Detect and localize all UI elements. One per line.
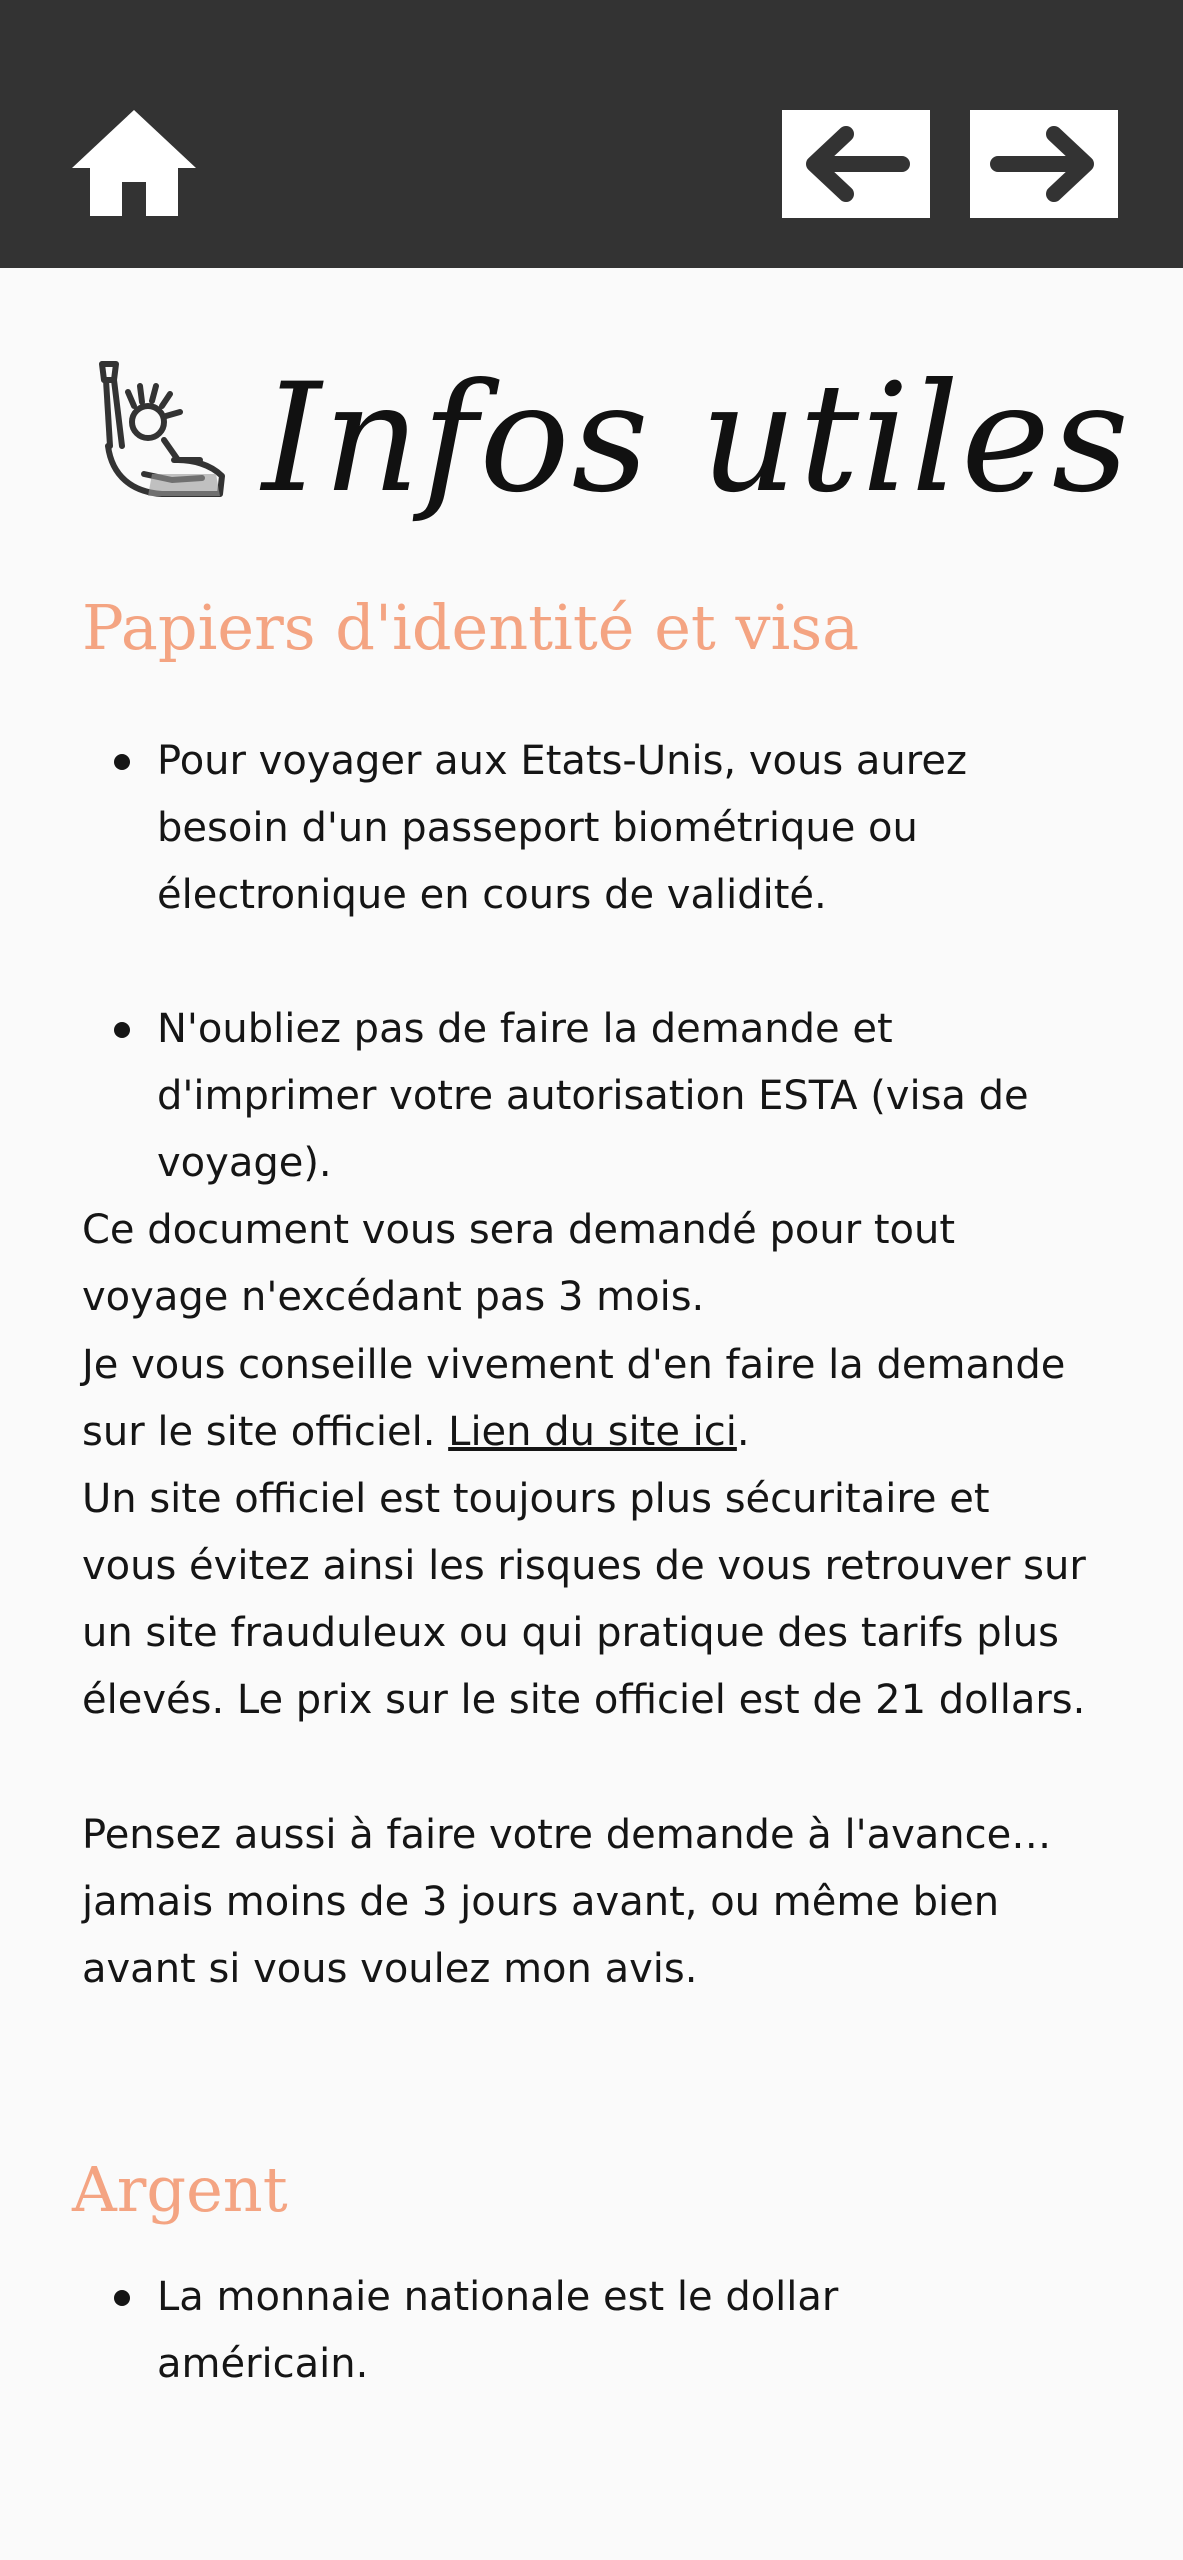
home-icon[interactable] <box>70 108 198 218</box>
list-item: N'oubliez pas de faire la demande et d'imprimer votre autorisation ESTA (visa de voyage). <box>157 996 1057 1197</box>
previous-page-button[interactable] <box>782 110 930 218</box>
esta-site-link[interactable]: Lien du site ici <box>448 1409 737 1455</box>
section-heading-papers: Papiers d'identité et visa <box>82 591 860 664</box>
list-item: Pour voyager aux Etats-Unis, vous aurez besoin d'un passeport biométrique ou électronique en cours de validité. <box>157 728 1057 929</box>
statue-of-liberty-icon <box>82 356 232 506</box>
list-item: La monnaie nationale est le dollar américain. <box>157 2264 1057 2398</box>
paragraph: Ce document vous sera demandé pour tout voyage n'excédant pas 3 mois. <box>82 1207 956 1320</box>
top-nav-bar <box>0 0 1183 268</box>
main-content <box>0 268 1183 2560</box>
section-heading-argent: Argent <box>72 2153 288 2226</box>
paragraph-text: Je vous conseille vivement d'en faire la demande sur le site officiel. <box>82 1342 1066 1455</box>
page-title: Infos utiles <box>262 352 1131 526</box>
arrow-right-icon <box>972 112 1116 216</box>
paragraph: Un site officiel est toujours plus sécuritaire et vous évitez ainsi les risques de vous retrouver sur un site frauduleux ou qui pratique des tarifs plus élevés. Le prix sur le site officiel est de 21 dollars. <box>82 1476 1086 1723</box>
next-page-button[interactable] <box>970 110 1118 218</box>
paragraph: Pensez aussi à faire votre demande à l'avance… jamais moins de 3 jours avant, ou même bien avant si vous voulez mon avis. <box>82 1812 1052 1992</box>
page-title-row <box>82 352 1131 546</box>
paragraph <box>82 1332 1092 1466</box>
paragraph-end: . <box>736 1409 750 1455</box>
arrow-left-icon <box>784 112 928 216</box>
